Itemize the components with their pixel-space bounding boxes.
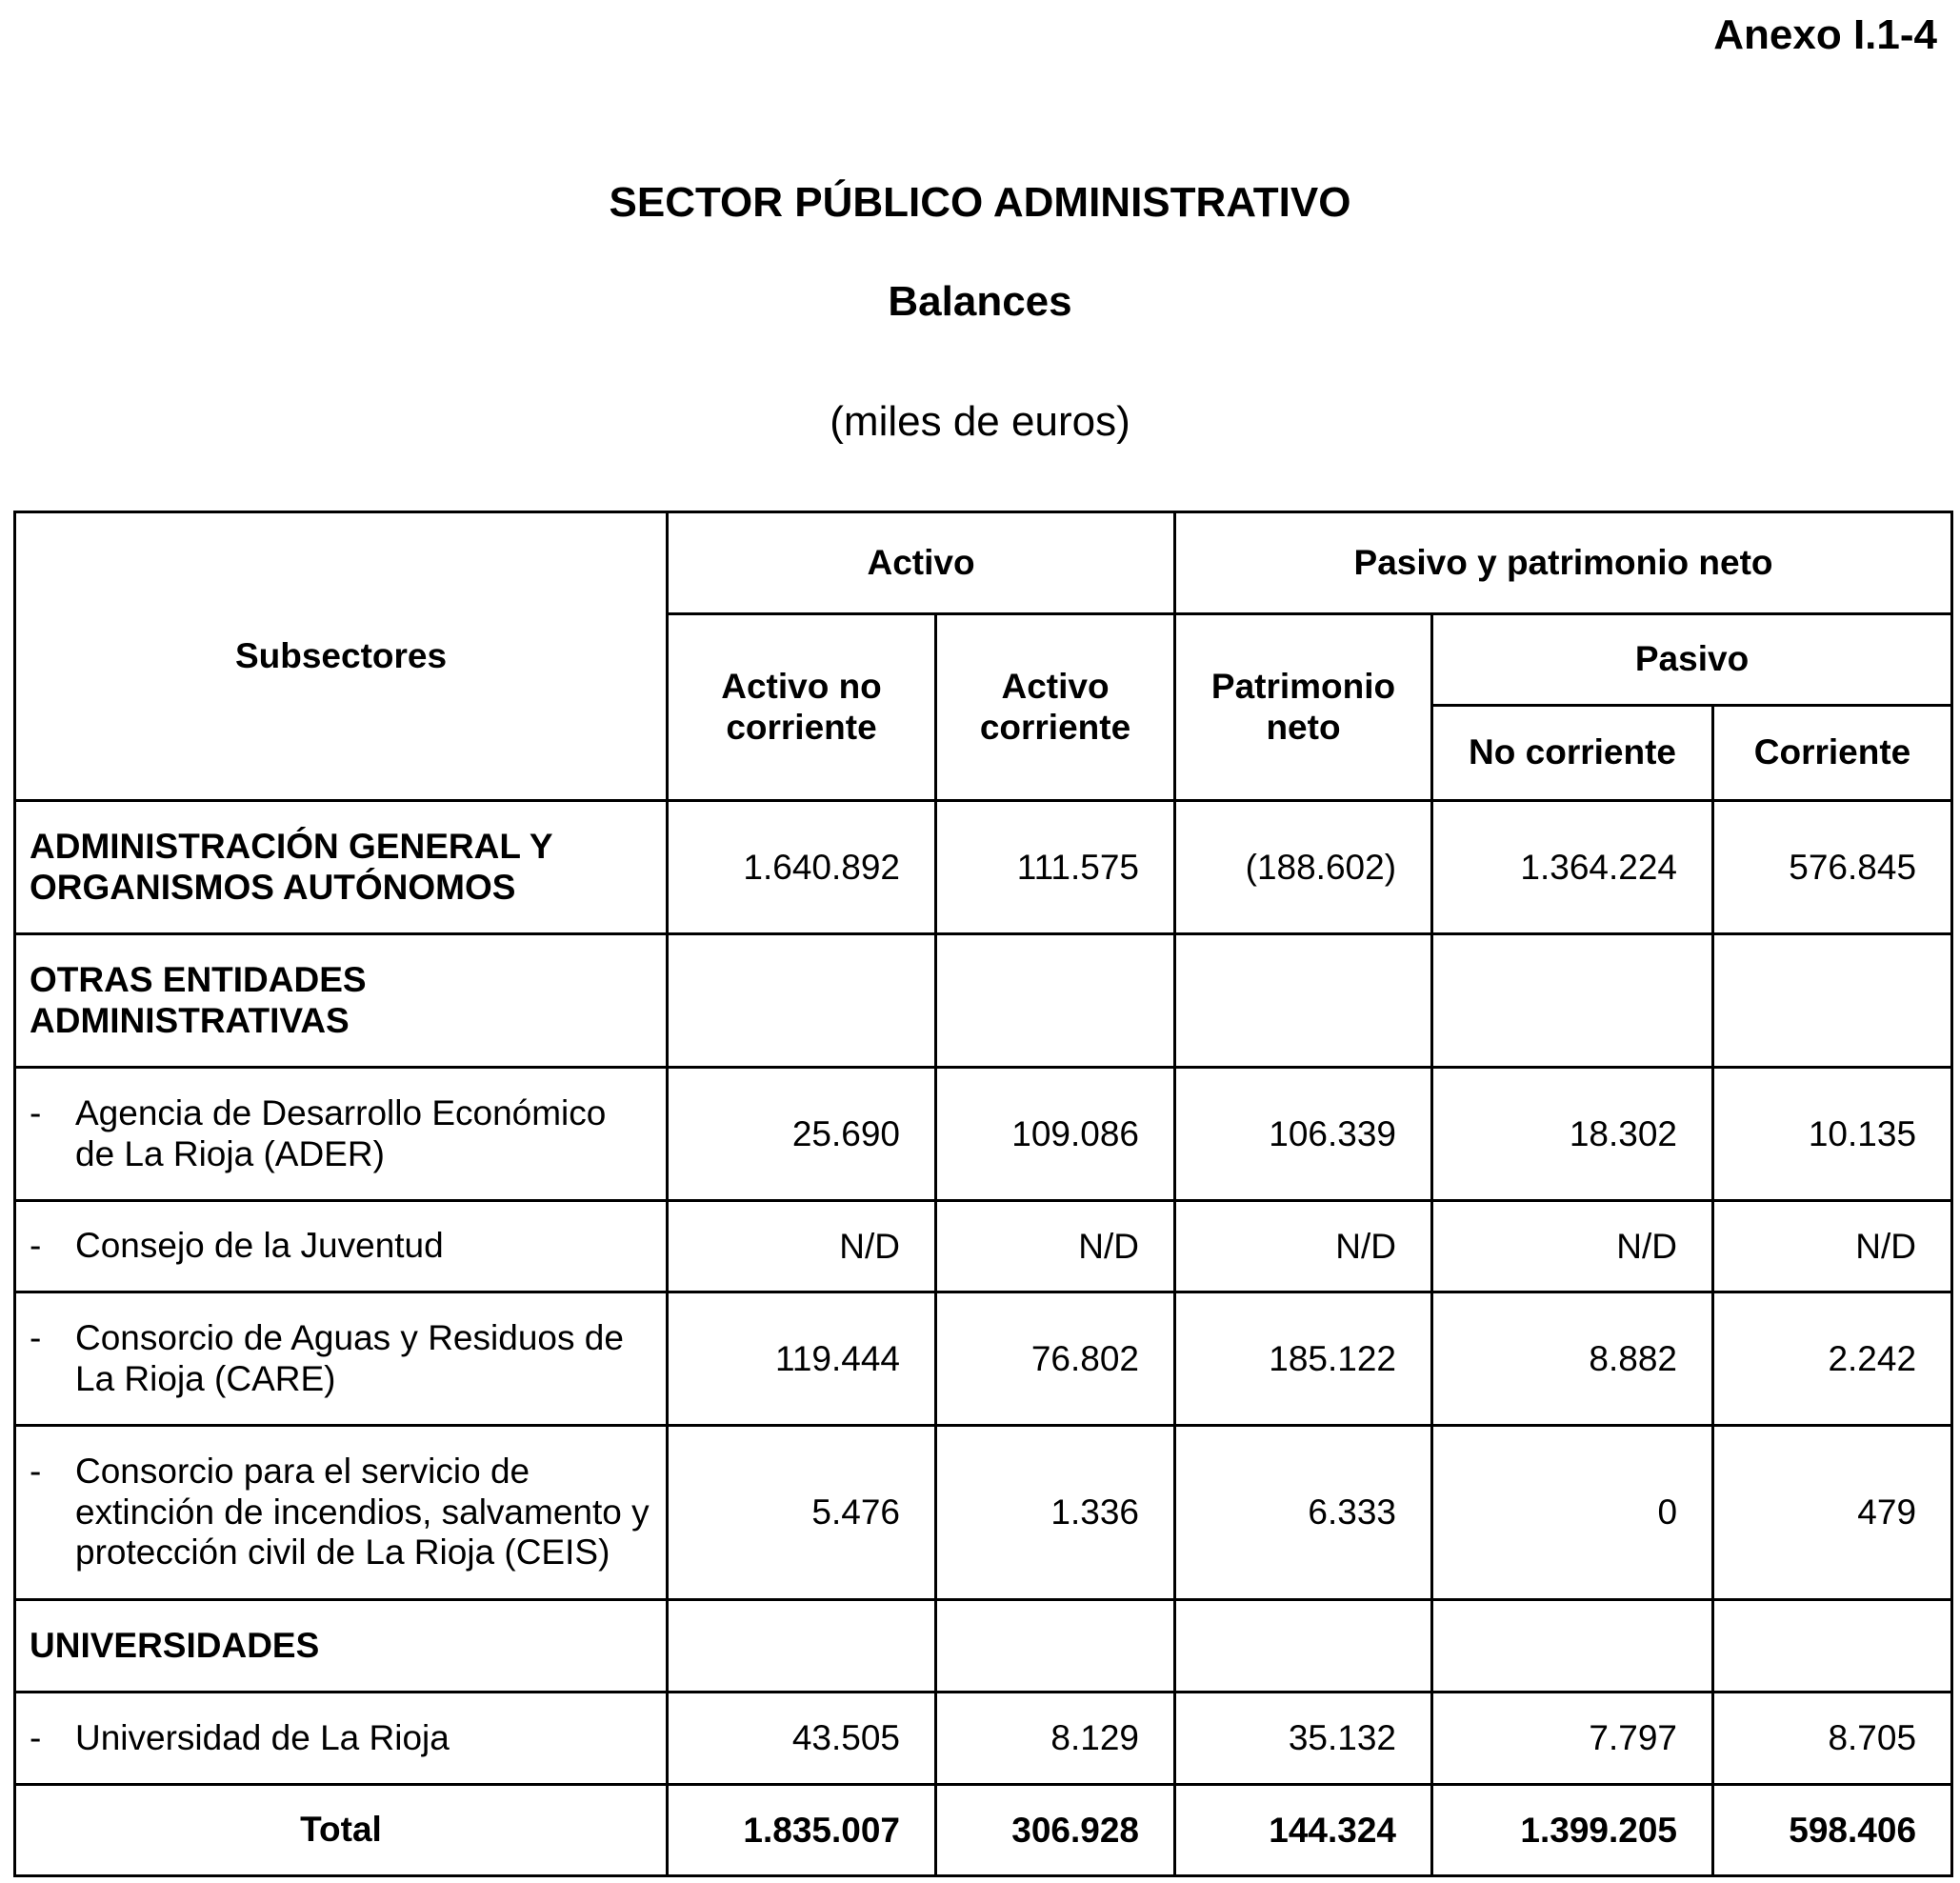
header-pasivo-no-corriente: No corriente bbox=[1432, 706, 1713, 801]
cell-patrimonio-neto: N/D bbox=[1175, 1201, 1432, 1292]
row-name: ADMINISTRACIÓN GENERAL Y ORGANISMOS AUTÓNOMOS bbox=[15, 801, 668, 934]
bullet-dash: - bbox=[30, 1717, 42, 1757]
cell-pasivo-no-corriente: 0 bbox=[1432, 1426, 1713, 1600]
cell-patrimonio-neto bbox=[1175, 934, 1432, 1068]
cell-activo-corriente: N/D bbox=[936, 1201, 1175, 1292]
total-activo-no-corriente: 1.835.007 bbox=[668, 1785, 936, 1876]
cell-pasivo-no-corriente: 8.882 bbox=[1432, 1292, 1713, 1426]
cell-activo-corriente: 76.802 bbox=[936, 1292, 1175, 1426]
cell-activo-corriente bbox=[936, 934, 1175, 1068]
row-label: Universidad de La Rioja bbox=[75, 1717, 450, 1757]
cell-pasivo-corriente: N/D bbox=[1713, 1201, 1952, 1292]
cell-pasivo-corriente: 479 bbox=[1713, 1426, 1952, 1600]
header-activo: Activo bbox=[668, 512, 1175, 614]
table-row bbox=[15, 1693, 1952, 1785]
cell-pasivo-corriente bbox=[1713, 1600, 1952, 1693]
table-row bbox=[15, 1426, 1952, 1600]
row-name bbox=[15, 1201, 668, 1292]
cell-patrimonio-neto: 106.339 bbox=[1175, 1068, 1432, 1201]
cell-pasivo-corriente: 10.135 bbox=[1713, 1068, 1952, 1201]
header-patrimonio-neto: Patrimonio neto bbox=[1175, 614, 1432, 801]
cell-activo-corriente bbox=[936, 1600, 1175, 1693]
cell-activo-no-corriente: 5.476 bbox=[668, 1426, 936, 1600]
cell-pasivo-no-corriente: 7.797 bbox=[1432, 1693, 1713, 1785]
header-pasivo: Pasivo bbox=[1432, 614, 1952, 706]
cell-pasivo-corriente: 576.845 bbox=[1713, 801, 1952, 934]
table-row bbox=[15, 934, 1952, 1068]
cell-activo-no-corriente: 43.505 bbox=[668, 1693, 936, 1785]
total-pasivo-no-corriente: 1.399.205 bbox=[1432, 1785, 1713, 1876]
row-label: Agencia de Desarrollo Económico de La Rioja (ADER) bbox=[75, 1092, 607, 1173]
cell-patrimonio-neto: (188.602) bbox=[1175, 801, 1432, 934]
row-name bbox=[15, 1693, 668, 1785]
cell-activo-corriente: 1.336 bbox=[936, 1426, 1175, 1600]
total-row bbox=[15, 1785, 1952, 1876]
header-subsectores: Subsectores bbox=[15, 512, 668, 801]
table-row bbox=[15, 1292, 1952, 1426]
cell-patrimonio-neto: 6.333 bbox=[1175, 1426, 1432, 1600]
row-label: Consorcio para el servicio de extinción de incendios, salvamento y protección civil de La Rioja (CEIS) bbox=[75, 1452, 650, 1573]
bullet-dash: - bbox=[30, 1317, 42, 1357]
cell-patrimonio-neto: 35.132 bbox=[1175, 1693, 1432, 1785]
cell-activo-corriente: 8.129 bbox=[936, 1693, 1175, 1785]
balances-table bbox=[13, 511, 1953, 1877]
row-name bbox=[15, 1292, 668, 1426]
bullet-dash: - bbox=[30, 1452, 42, 1492]
row-name: OTRAS ENTIDADES ADMINISTRATIVAS bbox=[15, 934, 668, 1068]
total-label: Total bbox=[15, 1785, 668, 1876]
cell-pasivo-no-corriente bbox=[1432, 934, 1713, 1068]
cell-activo-corriente: 111.575 bbox=[936, 801, 1175, 934]
total-activo-corriente: 306.928 bbox=[936, 1785, 1175, 1876]
cell-pasivo-no-corriente: 18.302 bbox=[1432, 1068, 1713, 1201]
row-name bbox=[15, 1068, 668, 1201]
page-subtitle: Balances bbox=[888, 278, 1072, 325]
cell-activo-corriente: 109.086 bbox=[936, 1068, 1175, 1201]
row-label: Consejo de la Juventud bbox=[75, 1226, 444, 1266]
units-label: (miles de euros) bbox=[830, 398, 1130, 445]
total-patrimonio-neto: 144.324 bbox=[1175, 1785, 1432, 1876]
cell-activo-no-corriente bbox=[668, 1600, 936, 1693]
cell-pasivo-corriente: 2.242 bbox=[1713, 1292, 1952, 1426]
cell-pasivo-corriente bbox=[1713, 934, 1952, 1068]
cell-pasivo-no-corriente bbox=[1432, 1600, 1713, 1693]
cell-activo-no-corriente bbox=[668, 934, 936, 1068]
bullet-dash: - bbox=[30, 1226, 42, 1266]
table-row bbox=[15, 1600, 1952, 1693]
table-row bbox=[15, 1068, 1952, 1201]
header-pasivo-patrimonio: Pasivo y patrimonio neto bbox=[1175, 512, 1952, 614]
annex-label: Anexo I.1-4 bbox=[1713, 11, 1937, 58]
row-name bbox=[15, 1426, 668, 1600]
header-activo-corriente: Activo corriente bbox=[936, 614, 1175, 801]
header-activo-no-corriente: Activo no corriente bbox=[668, 614, 936, 801]
cell-patrimonio-neto: 185.122 bbox=[1175, 1292, 1432, 1426]
page-title: SECTOR PÚBLICO ADMINISTRATIVO bbox=[609, 179, 1351, 226]
cell-pasivo-no-corriente: N/D bbox=[1432, 1201, 1713, 1292]
cell-activo-no-corriente: 25.690 bbox=[668, 1068, 936, 1201]
cell-patrimonio-neto bbox=[1175, 1600, 1432, 1693]
cell-pasivo-no-corriente: 1.364.224 bbox=[1432, 801, 1713, 934]
header-pasivo-corriente: Corriente bbox=[1713, 706, 1952, 801]
cell-activo-no-corriente: 119.444 bbox=[668, 1292, 936, 1426]
row-name: UNIVERSIDADES bbox=[15, 1600, 668, 1693]
cell-activo-no-corriente: 1.640.892 bbox=[668, 801, 936, 934]
table-row bbox=[15, 801, 1952, 934]
table-row bbox=[15, 1201, 1952, 1292]
total-pasivo-corriente: 598.406 bbox=[1713, 1785, 1952, 1876]
bullet-dash: - bbox=[30, 1092, 42, 1132]
cell-pasivo-corriente: 8.705 bbox=[1713, 1693, 1952, 1785]
cell-activo-no-corriente: N/D bbox=[668, 1201, 936, 1292]
row-label: Consorcio de Aguas y Residuos de La Rioja (CARE) bbox=[75, 1317, 624, 1398]
